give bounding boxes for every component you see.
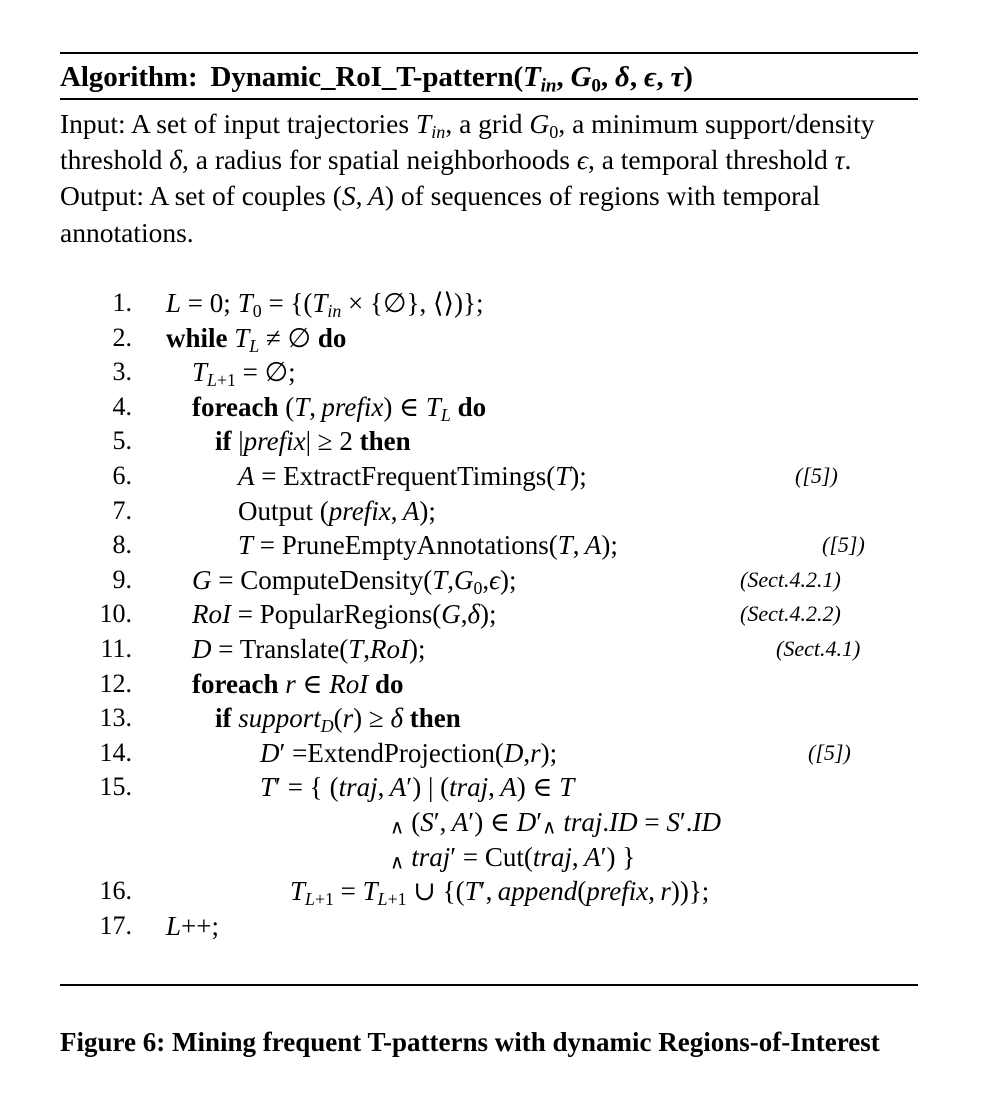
code-line-14	[60, 736, 932, 771]
line-content: A = ExtractFrequentTimings(T);	[238, 460, 587, 491]
algorithm-title	[60, 60, 918, 100]
figure-caption	[60, 1024, 932, 1060]
line-number: 5.	[112, 426, 132, 456]
line-content: D′ =ExtendProjection(D,r);	[260, 737, 558, 768]
line-number: 11.	[100, 633, 132, 663]
input-label: Input:	[60, 108, 126, 139]
pseudocode-block	[60, 286, 932, 943]
code-line-10	[60, 597, 932, 632]
line-content: T = PruneEmptyAnnotations(T, A);	[238, 530, 618, 561]
line-content: foreach r ∈ RoI do	[192, 668, 404, 699]
figure-caption-text: Mining frequent T-patterns with dynamic Regions-of-Interest	[171, 1027, 880, 1057]
line-number: 13.	[99, 703, 132, 733]
line-number: 1.	[112, 288, 132, 317]
line-number: 3.	[112, 357, 132, 387]
line-content: L = 0; $T_0 = \{(T_{in}$ × {∅}, ⟨⟩)};	[166, 288, 484, 321]
line-content: ∧ traj′ = Cut(traj, A′) }	[390, 841, 636, 873]
line-number: 12.	[99, 668, 132, 698]
line-number: 8.	[112, 530, 132, 560]
line-annotation: (Sect.4.2.1)	[740, 566, 841, 592]
output-label: Output:	[60, 180, 145, 212]
code-line-15	[60, 770, 932, 805]
code-line-12	[60, 667, 932, 702]
code-line-8	[60, 528, 932, 563]
code-line-9	[60, 563, 932, 598]
top-rule	[60, 52, 918, 54]
line-content: T′ = { (traj, A′) | (traj, A) ∈ T	[260, 772, 575, 803]
line-number: 17.	[99, 910, 132, 940]
line-number: 9.	[112, 564, 132, 594]
line-content: $G = ComputeDensity(T,G_0,\epsilon)$;	[192, 564, 517, 598]
line-number: 15.	[99, 772, 132, 802]
code-line-2	[60, 321, 932, 356]
line-content: $T_{L+1}$ = ∅;	[192, 357, 296, 391]
line-number: 6.	[112, 460, 132, 490]
line-content: ∧ (S′, A′) ∈ D′∧ traj.ID = S′.ID	[390, 806, 721, 839]
io-description	[60, 106, 932, 251]
line-content: if |prefix| ≥ 2 then	[215, 426, 411, 457]
code-line-7	[60, 494, 932, 529]
line-content: D = Translate(T,RoI);	[192, 633, 426, 664]
code-line-4	[60, 390, 932, 425]
line-number: 4.	[112, 391, 132, 421]
code-line-15-cont-2	[60, 840, 932, 875]
input-paragraph: Input: A set of input trajectories $T_{in}$, a grid $G_0$, a minimum support/density threshold δ, a radius for spatial neighborhoods ϵ, a temporal threshold τ.	[60, 108, 875, 176]
code-line-15-cont-1	[60, 805, 932, 840]
algorithm-title-prefix: Algorithm:	[60, 61, 198, 93]
code-line-1	[60, 286, 932, 321]
line-annotation: (Sect.4.1)	[776, 635, 861, 661]
line-annotation: ([5])	[808, 739, 851, 765]
line-number: 16.	[99, 876, 132, 906]
line-number: 2.	[112, 322, 132, 352]
line-content: Output (prefix, A);	[238, 495, 436, 526]
code-line-5	[60, 424, 932, 459]
code-line-3	[60, 355, 932, 390]
code-line-17	[60, 909, 932, 944]
line-content: $T_{L+1} = T_{L+1}$ ∪ {(T′, append(prefix, r))};	[290, 876, 710, 910]
bottom-rule	[60, 984, 918, 986]
line-number: 10.	[99, 599, 132, 629]
line-content: if support$_D$(r) ≥ δ then	[215, 703, 461, 737]
algorithm-title-args: ($T_{in}$, $G_0$, δ, ϵ, τ)	[513, 61, 693, 97]
output-paragraph: Output: A set of couples (S, A) of sequences of regions with temporal annotations.	[60, 180, 821, 248]
line-number: 7.	[112, 495, 132, 525]
line-annotation: ([5])	[822, 532, 865, 558]
line-content: while $T_L$ ≠ ∅ do	[166, 322, 347, 356]
figure-caption-label: Figure 6:	[60, 1027, 166, 1057]
code-line-16	[60, 874, 932, 909]
line-number: 14.	[99, 737, 132, 767]
line-content: foreach (T, prefix) ∈ $T_L$ do	[192, 391, 487, 425]
line-annotation: (Sect.4.2.2)	[740, 601, 841, 627]
code-line-6	[60, 459, 932, 494]
code-line-11	[60, 632, 932, 667]
line-content: L++;	[166, 910, 219, 941]
algorithm-title-name: Dynamic_RoI_T-pattern	[210, 61, 514, 93]
line-annotation: ([5])	[795, 462, 838, 488]
code-line-13	[60, 701, 932, 736]
line-content: RoI = PopularRegions(G,δ);	[192, 599, 497, 630]
